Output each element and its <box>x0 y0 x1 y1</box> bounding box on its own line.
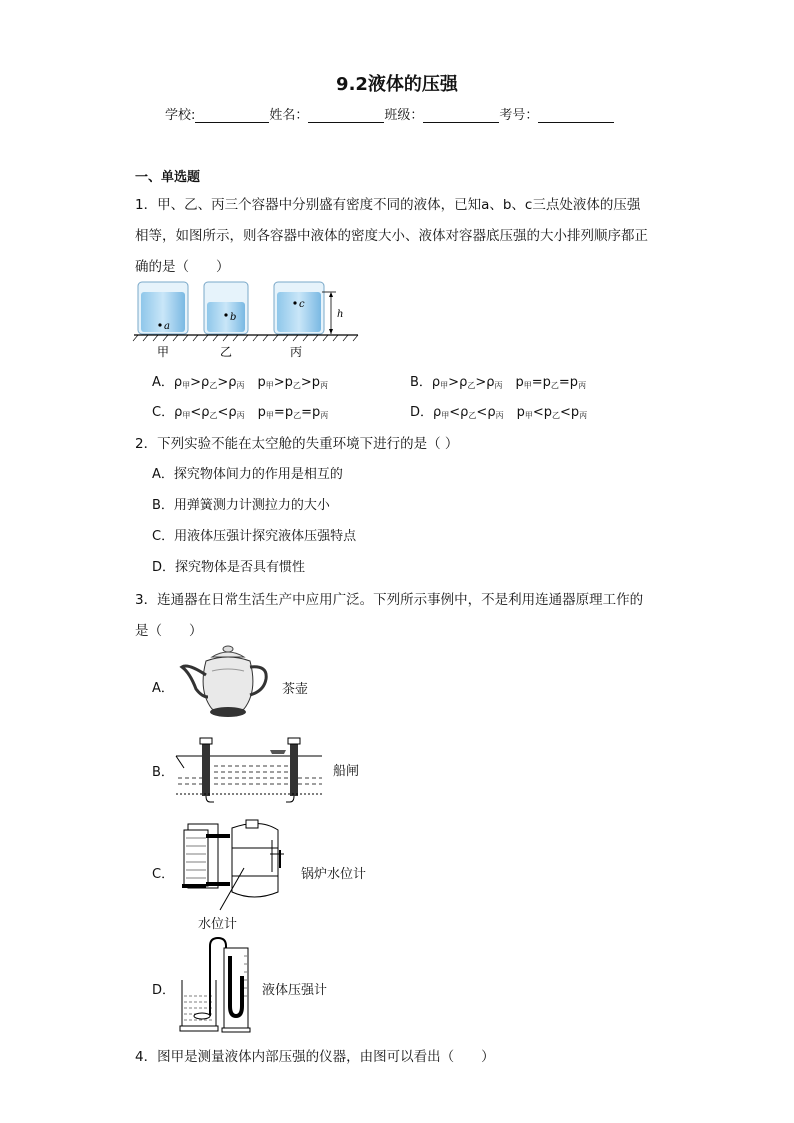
q4-stem: 4．图甲是测量液体内部压强的仪器，由图可以看出（ ） <box>135 1049 495 1065</box>
teapot-label: 茶壶 <box>282 682 309 697</box>
point-b: b <box>230 312 237 323</box>
q1-line3: 确的是（ ） <box>135 259 230 275</box>
q1-option-a[interactable]: A．$\rho_甲>\rho_乙>\rho_丙$ $p_甲>p_乙>p_丙$ <box>152 375 329 390</box>
q2-option-b[interactable]: B．用弹簧测力计测拉力的大小 <box>152 498 330 513</box>
q1-option-c[interactable]: C．$\rho_甲<\rho_乙<\rho_丙$ $p_甲=p_乙=p_丙$ <box>152 405 329 420</box>
beaker-bing <box>274 282 324 334</box>
boiler-gauge-label: 锅炉水位计 <box>301 867 367 882</box>
teapot-image <box>176 645 272 720</box>
q2-option-a[interactable]: A．探究物体间力的作用是相互的 <box>152 467 343 482</box>
q3-line1: 3．连通器在日常生活生产中应用广泛。下列所示事例中，不是利用连通器原理工作的 <box>135 592 644 608</box>
label-jia: 甲 <box>157 345 170 359</box>
class-field[interactable] <box>423 108 499 123</box>
point-c: c <box>299 299 305 310</box>
school-field[interactable] <box>195 108 269 123</box>
ship-lock-label: 船闸 <box>333 764 360 779</box>
q2-option-c[interactable]: C．用液体压强计探究液体压强特点 <box>152 529 357 544</box>
q3-option-b[interactable]: B． <box>152 765 174 780</box>
height-label: h <box>337 309 344 320</box>
name-field[interactable] <box>308 108 384 123</box>
q2-stem: 2．下列实验不能在太空舱的失重环境下进行的是（ ） <box>135 436 459 452</box>
section-heading: 一、单选题 <box>135 170 201 185</box>
q2-option-d[interactable]: D．探究物体是否具有惯性 <box>152 560 306 575</box>
page-title: 9.2液体的压强 <box>336 74 458 95</box>
beaker-yi <box>204 282 248 334</box>
name-label: 姓名： <box>269 108 309 123</box>
q3-line2: 是（ ） <box>135 623 203 639</box>
q3-option-d[interactable]: D． <box>152 983 176 998</box>
water-level-gauge-label: 水位计 <box>198 917 238 932</box>
school-label: 学校: <box>165 108 196 123</box>
student-info <box>165 104 614 123</box>
q1-line1: 1．甲、乙、丙三个容器中分别盛有密度不同的液体，已知a、b、c三点处液体的压强 <box>135 197 641 213</box>
q1-container-figure <box>132 280 362 362</box>
beaker-jia <box>138 282 188 334</box>
label-bing: 丙 <box>290 345 303 359</box>
q3-option-c[interactable]: C． <box>152 867 175 882</box>
point-a: a <box>164 321 170 332</box>
number-field[interactable] <box>538 108 614 123</box>
label-yi: 乙 <box>220 345 233 359</box>
q1-line2: 相等，如图所示，则各容器中液体的密度大小、液体对容器底压强的大小排列顺序都正 <box>135 228 648 244</box>
number-label: 考号： <box>499 108 539 123</box>
pressure-gauge-image <box>176 936 256 1036</box>
pressure-gauge-label: 液体压强计 <box>262 983 328 998</box>
q3-option-a[interactable]: A． <box>152 681 174 696</box>
q1-option-b[interactable]: B．$\rho_甲>\rho_乙>\rho_丙$ $p_甲=p_乙=p_丙$ <box>410 375 587 390</box>
ship-lock-image <box>174 732 324 804</box>
q1-option-d[interactable]: D．$\rho_甲<\rho_乙<\rho_丙$ $p_甲<p_乙<p_丙$ <box>410 405 588 420</box>
class-label: 班级： <box>384 108 424 123</box>
